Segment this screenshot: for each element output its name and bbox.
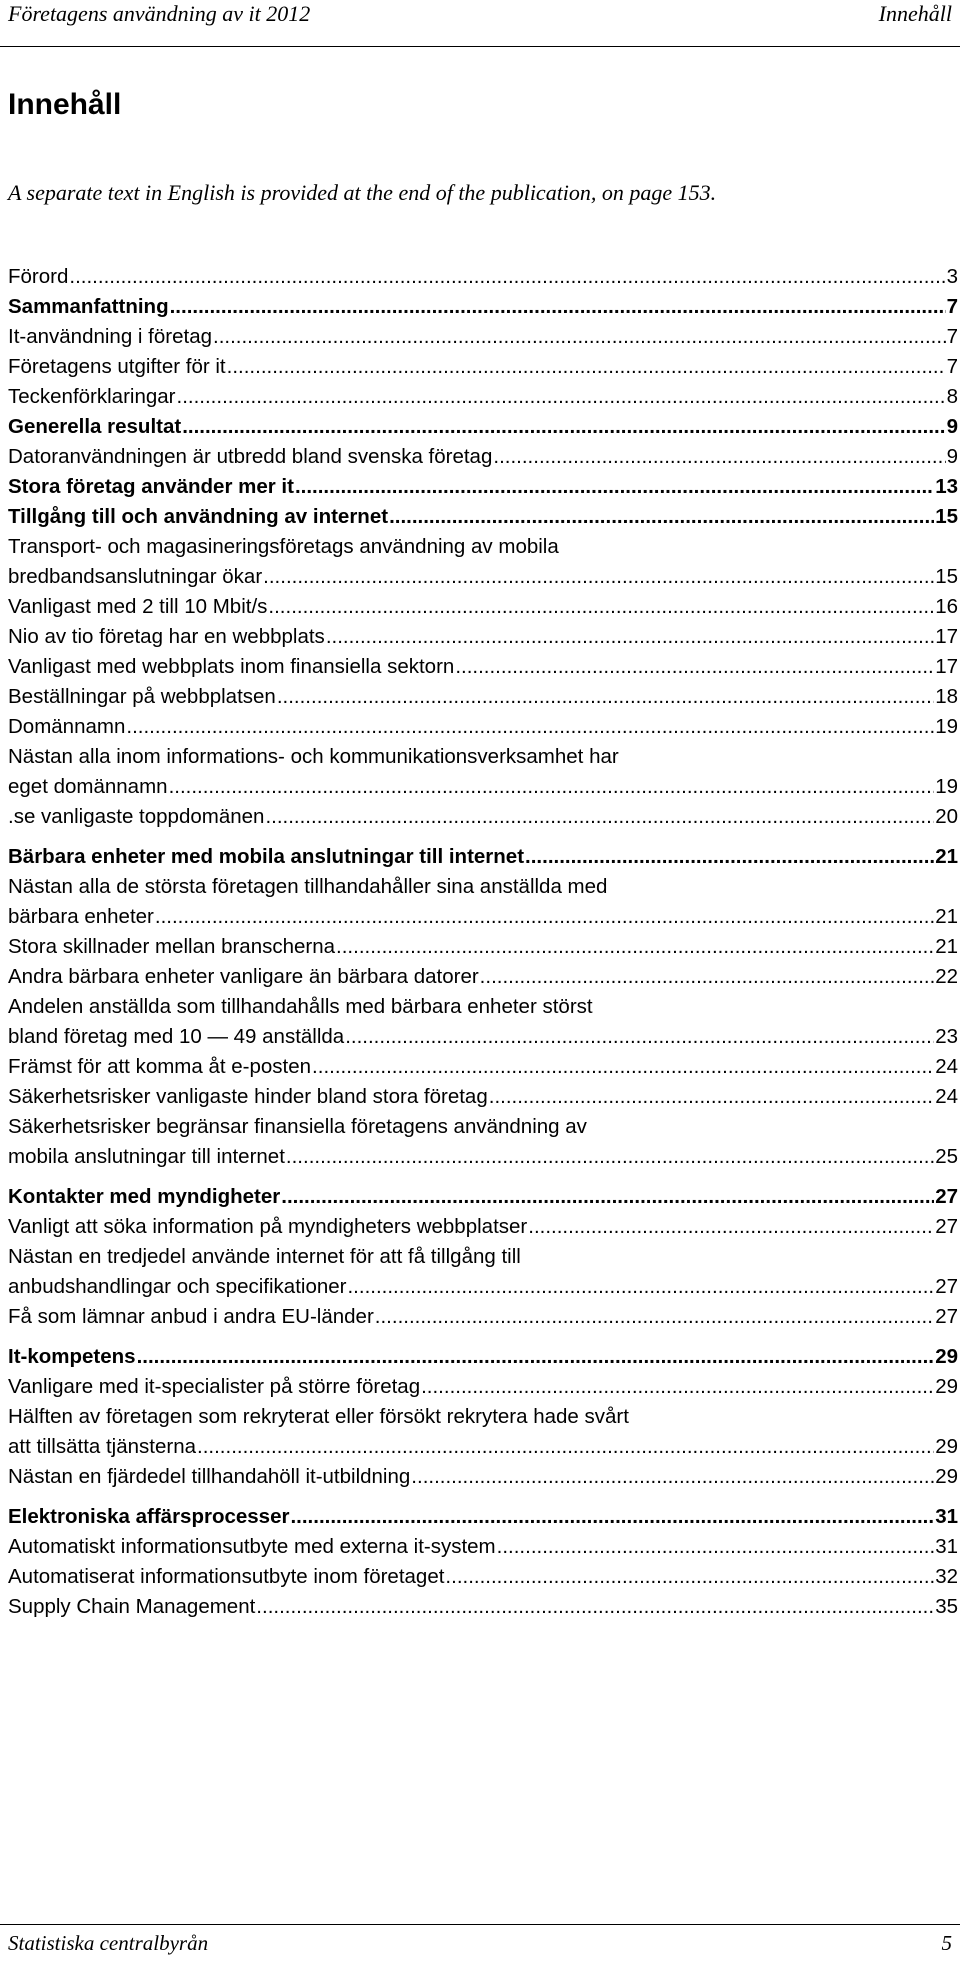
footer-publisher: Statistiska centralbyrån — [8, 1931, 209, 1955]
toc-dot-leader — [290, 1502, 934, 1532]
toc-entry[interactable] — [8, 1212, 958, 1242]
toc-entry-label: Stora skillnader mellan branscherna — [8, 935, 336, 958]
toc-entry[interactable] — [8, 802, 958, 832]
toc-entry-label: Förord — [8, 265, 69, 288]
toc-page-number: 24 — [935, 1085, 958, 1108]
toc-entry-label: Domännamn — [8, 715, 126, 738]
toc-entry-label: Elektroniska affärsprocesser — [8, 1505, 290, 1528]
toc-entry-label: It-kompetens — [8, 1345, 136, 1368]
toc-page-number: 15 — [935, 505, 958, 528]
toc-entry[interactable] — [8, 322, 958, 352]
toc-entry[interactable] — [8, 1052, 958, 1082]
toc-entry[interactable] — [8, 442, 958, 472]
toc-entry[interactable] — [8, 1502, 958, 1532]
toc-dot-leader — [336, 932, 934, 962]
toc-page-number: 27 — [935, 1215, 958, 1238]
toc-entry-label: Företagens utgifter för it — [8, 355, 226, 378]
toc-entry[interactable] — [8, 1242, 958, 1302]
toc-entry-label-line1: Nästan alla de största företagen tillhandahåller sina anställda med — [8, 875, 608, 898]
toc-entry[interactable] — [8, 1402, 958, 1462]
toc-entry[interactable] — [8, 1372, 958, 1402]
toc-entry-label: Andra bärbara enheter vanligare än bärbara datorer — [8, 965, 479, 988]
toc-entry-label: Teckenförklaringar — [8, 385, 176, 408]
toc-entry-label: bredbandsanslutningar ökar — [8, 565, 263, 588]
toc-entry[interactable] — [8, 962, 958, 992]
toc-page-number: 3 — [946, 265, 958, 288]
toc-dot-leader — [69, 262, 945, 292]
toc-entry-label: Kontakter med myndigheter — [8, 1185, 281, 1208]
header-publication-title: Företagens användning av it 2012 — [8, 1, 311, 26]
toc-dot-leader — [227, 352, 946, 382]
toc-entry-label: Nästan en fjärdedel tillhandahöll it-utbildning — [8, 1465, 411, 1488]
toc-dot-leader — [295, 472, 934, 502]
toc-entry-label: Supply Chain Management — [8, 1595, 256, 1618]
toc-page-number: 18 — [935, 685, 958, 708]
toc-entry[interactable] — [8, 1462, 958, 1492]
toc-page-number: 31 — [935, 1535, 958, 1558]
page-header — [0, 0, 960, 47]
toc-entry-label-line1: Nästan en tredjedel använde internet för att få tillgång till — [8, 1245, 521, 1268]
toc-entry[interactable] — [8, 262, 958, 292]
toc-entry-label: Automatiserat informationsutbyte inom företaget — [8, 1565, 445, 1588]
toc-page-number: 7 — [946, 325, 958, 348]
toc-dot-leader — [528, 1212, 934, 1242]
toc-page-number: 21 — [935, 845, 958, 868]
toc-entry[interactable] — [8, 1592, 958, 1622]
toc-entry-label-line1: Säkerhetsrisker begränsar finansiella företagens användning av — [8, 1115, 587, 1138]
toc-entry[interactable] — [8, 1182, 958, 1212]
toc-entry-label: Vanligare med it-specialister på större företag — [8, 1375, 421, 1398]
toc-page-number: 9 — [946, 415, 958, 438]
toc-dot-leader — [389, 502, 934, 532]
toc-entry-label: Vanligast med 2 till 10 Mbit/s — [8, 595, 268, 618]
toc-entry[interactable] — [8, 1112, 958, 1172]
toc-dot-leader — [493, 442, 945, 472]
toc-entry-label-line1: Transport- och magasineringsföretags användning av mobila — [8, 535, 559, 558]
toc-entry[interactable] — [8, 652, 958, 682]
toc-dot-leader — [421, 1372, 934, 1402]
toc-page-number: 29 — [935, 1375, 958, 1398]
toc-entry-label: Vanligast med webbplats inom finansiella sektorn — [8, 655, 455, 678]
toc-page-number: 8 — [946, 385, 958, 408]
toc-entry-label-line1: Andelen anställda som tillhandahålls med bärbara enheter störst — [8, 995, 593, 1018]
toc-entry[interactable] — [8, 1082, 958, 1112]
toc-dot-leader — [445, 1562, 934, 1592]
toc-page-number: 17 — [935, 625, 958, 648]
toc-page-number: 29 — [935, 1435, 958, 1458]
toc-entry[interactable] — [8, 502, 958, 532]
toc-page-number: 31 — [935, 1505, 958, 1528]
toc-entry[interactable] — [8, 712, 958, 742]
toc-dot-leader — [155, 902, 934, 932]
toc-entry-label: Säkerhetsrisker vanligaste hinder bland stora företag — [8, 1085, 488, 1108]
toc-page-number: 7 — [946, 295, 958, 318]
toc-dot-leader — [256, 1592, 934, 1622]
toc-entry-label: Bärbara enheter med mobila anslutningar till internet — [8, 845, 525, 868]
toc-entry-label: att tillsätta tjänsterna — [8, 1435, 197, 1458]
toc-dot-leader — [326, 622, 934, 652]
toc-entry-label: Få som lämnar anbud i andra EU-länder — [8, 1305, 374, 1328]
toc-entry-label: mobila anslutningar till internet — [8, 1145, 285, 1168]
toc-dot-leader — [277, 682, 934, 712]
toc-dot-leader — [169, 772, 935, 802]
toc-page-number: 29 — [935, 1465, 958, 1488]
toc-page-number: 15 — [935, 565, 958, 588]
toc-dot-leader — [170, 292, 946, 322]
toc-page-number: 7 — [946, 355, 958, 378]
toc-dot-leader — [281, 1182, 934, 1212]
toc-entry[interactable] — [8, 412, 958, 442]
toc-entry-label: Främst för att komma åt e-posten — [8, 1055, 312, 1078]
toc-entry-label: It-användning i företag — [8, 325, 212, 348]
toc-dot-leader — [268, 592, 934, 622]
toc-page-number: 9 — [946, 445, 958, 468]
toc-entry-label: Vanligt att söka information på myndigheters webbplatser — [8, 1215, 528, 1238]
toc-dot-leader — [489, 1082, 934, 1112]
toc-page-number: 20 — [935, 805, 958, 828]
toc-dot-leader — [197, 1432, 934, 1462]
toc-dot-leader — [263, 562, 934, 592]
toc-entry-label: Generella resultat — [8, 415, 182, 438]
toc-page-number: 19 — [935, 715, 958, 738]
toc-entry-label: Datoranvändningen är utbredd bland svenska företag — [8, 445, 493, 468]
toc-dot-leader — [312, 1052, 934, 1082]
toc-entry-label: Automatiskt informationsutbyte med externa it-system — [8, 1535, 496, 1558]
toc-page-number: 16 — [935, 595, 958, 618]
toc-entry-label: .se vanligaste toppdomänen — [8, 805, 265, 828]
toc-page-number: 27 — [935, 1305, 958, 1328]
toc-page-number: 23 — [935, 1025, 958, 1048]
toc-entry-label: anbudshandlingar och specifikationer — [8, 1275, 347, 1298]
toc-page-number: 29 — [935, 1345, 958, 1368]
toc-page-number: 27 — [935, 1275, 958, 1298]
toc-entry[interactable] — [8, 352, 958, 382]
toc-entry-label: Nio av tio företag har en webbplats — [8, 625, 325, 648]
toc-entry[interactable] — [8, 872, 958, 932]
toc-entry-label: bärbara enheter — [8, 905, 154, 928]
page-title: Innehåll — [8, 88, 122, 121]
toc-entry-label: Stora företag använder mer it — [8, 475, 294, 498]
toc-entry[interactable] — [8, 932, 958, 962]
toc-page-number: 32 — [935, 1565, 958, 1588]
toc-entry[interactable] — [8, 622, 958, 652]
toc-entry[interactable] — [8, 682, 958, 712]
toc-dot-leader — [345, 1022, 934, 1052]
toc-entry[interactable] — [8, 1342, 958, 1372]
page-number: 5 — [941, 1931, 952, 1955]
toc-page-number: 17 — [935, 655, 958, 678]
toc-entry[interactable] — [8, 1302, 958, 1332]
toc-page-number: 19 — [935, 775, 958, 798]
toc-entry-label-line1: Hälften av företagen som rekryterat eller försökt rekrytera hade svårt — [8, 1405, 629, 1428]
toc-dot-leader — [213, 322, 946, 352]
toc-entry-label: bland företag med 10 — 49 anställda — [8, 1025, 345, 1048]
toc-dot-leader — [525, 842, 934, 872]
toc-dot-leader — [497, 1532, 935, 1562]
toc-entry[interactable] — [8, 472, 958, 502]
toc-page-number: 21 — [935, 905, 958, 928]
toc-page-number: 27 — [935, 1185, 958, 1208]
toc-entry-label: Beställningar på webbplatsen — [8, 685, 276, 708]
toc-entry[interactable] — [8, 1532, 958, 1562]
toc-page-number: 24 — [935, 1055, 958, 1078]
toc-dot-leader — [137, 1342, 935, 1372]
toc-dot-leader — [480, 962, 935, 992]
toc-dot-leader — [375, 1302, 934, 1332]
toc-entry[interactable] — [8, 382, 958, 412]
page-footer — [0, 1924, 960, 1970]
toc-dot-leader — [126, 712, 934, 742]
toc-entry-label: Tillgång till och användning av internet — [8, 505, 389, 528]
toc-entry[interactable] — [8, 292, 958, 322]
toc-dot-leader — [177, 382, 946, 412]
toc-page-number: 22 — [935, 965, 958, 988]
toc-page-number: 13 — [935, 475, 958, 498]
english-note: A separate text in English is provided at the end of the publication, on page 153. — [8, 180, 717, 205]
toc-dot-leader — [286, 1142, 934, 1172]
toc-entry[interactable] — [8, 592, 958, 622]
toc-entry[interactable] — [8, 992, 958, 1052]
header-section-title: Innehåll — [878, 1, 952, 26]
toc-entry[interactable] — [8, 842, 958, 872]
toc-dot-leader — [347, 1272, 934, 1302]
toc-entry-label-line1: Nästan alla inom informations- och kommunikationsverksamhet har — [8, 745, 619, 768]
toc-page-number: 21 — [935, 935, 958, 958]
toc-entry[interactable] — [8, 532, 958, 592]
toc-page-number: 25 — [935, 1145, 958, 1168]
toc-entry-label: Sammanfattning — [8, 295, 169, 318]
toc-dot-leader — [455, 652, 934, 682]
toc-dot-leader — [411, 1462, 934, 1492]
toc-entry-label: eget domännamn — [8, 775, 168, 798]
toc-dot-leader — [182, 412, 945, 442]
table-of-contents — [8, 262, 958, 1622]
toc-dot-leader — [265, 802, 934, 832]
toc-entry[interactable] — [8, 742, 958, 802]
toc-entry[interactable] — [8, 1562, 958, 1592]
toc-page-number: 35 — [935, 1595, 958, 1618]
